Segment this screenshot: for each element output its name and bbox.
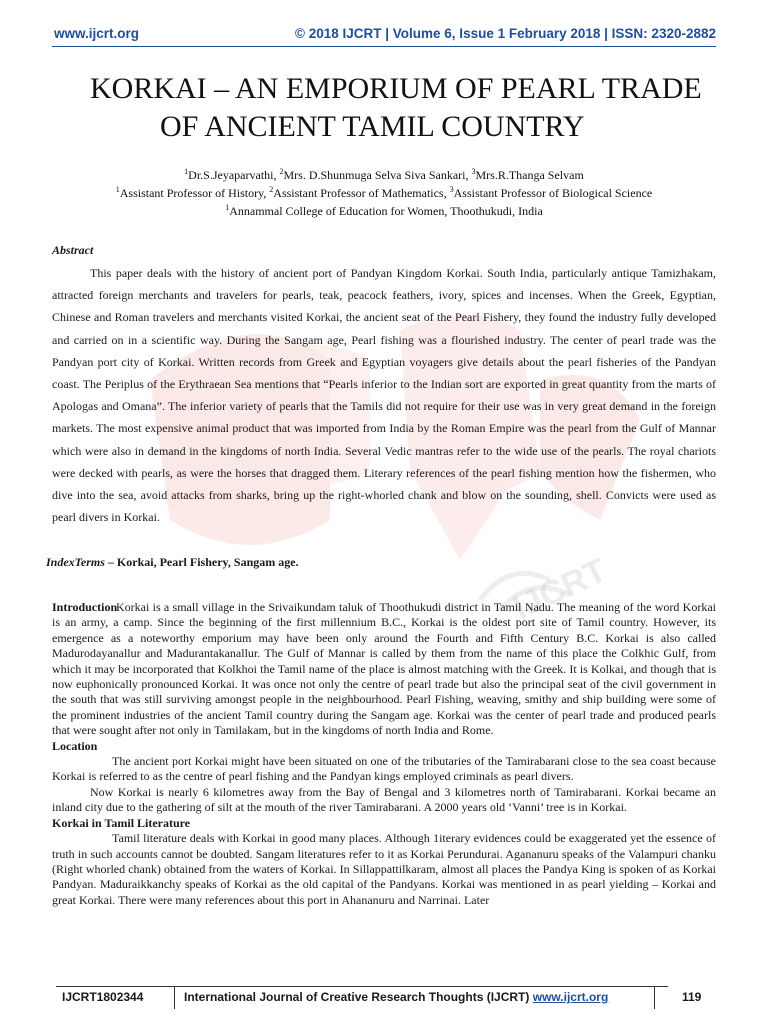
journal-name: International Journal of Creative Research Thoughts (IJCRT)	[184, 990, 533, 1004]
affiliation-marker: 1	[225, 203, 230, 212]
role-2-text: Assistant Professor of Mathematics,	[273, 186, 450, 200]
header-issue-info: © 2018 IJCRT | Volume 6, Issue 1 February 2018 | ISSN: 2320-2882	[295, 26, 716, 41]
role-1-text: Assistant Professor of History,	[119, 186, 270, 200]
footer-divider	[56, 986, 668, 987]
author-3-marker: 3	[471, 167, 476, 176]
footer-journal	[184, 990, 608, 1004]
index-terms-label: IndexTerms	[46, 555, 105, 569]
literature-heading: Korkai in Tamil Literature	[52, 815, 191, 830]
author-block	[60, 166, 708, 220]
author-roles	[60, 184, 708, 202]
header-divider	[52, 46, 716, 47]
footer-separator	[174, 987, 175, 1009]
location-paragraph-2: Now Korkai is nearly 6 kilometres away from the Bay of Bengal and 3 kilometres north of Tamirabarani. Korkai became an inland city due to the gathering of silt at the mouth of the river Tamirabarani. A 2000 years old ‘Vanni’ tree is in Korkai.	[52, 784, 716, 815]
author-affiliation	[60, 202, 708, 220]
author-2-name: Mrs. D.Shunmuga Selva Siva Sankari,	[283, 168, 472, 182]
index-terms-text: – Korkai, Pearl Fishery, Sangam age.	[104, 555, 299, 569]
author-1-name: Dr.S.Jeyaparvathi,	[188, 168, 280, 182]
footer-separator	[654, 987, 655, 1009]
author-3-name: Mrs.R.Thanga Selvam	[475, 168, 584, 182]
introduction-text: Korkai is a small village in the Srivaikundam taluk of Thoothukudi district in Tamil Nadu. The meaning of the word Korkai is an army, a camp. Since the beginning of the first millennium B.C., Korkai is the oldest port site of Tamil country. However, its emergence as a noteworthy emporium may have been only around the Fourth and Fifth Century B.C. Korkai is also called Madurodayanallur and Madurantakanallur. The Gulf of Mannar is called by them from the name of this place the Colkhic Gulf, from which it may be incorporated that Kolkhoi the Tamil name of the place is almost matching with the Greek. It is Kolkai, and though that is now euphonically pronounced Korkai. It was once not only the centre of pearl trade but also the principal seat of the civil government in the south that was still surviving amongst people in the neighbourhood. Pearl Fishing, weaving, smithy and ship building were some of the prominent industries of the ancient Tamil country during the Sangam age. Korkai was the center of pearl trade and produced pearls that were sought after not only in Tamilakam, but in the kingdoms of north India and Rome.	[52, 600, 716, 738]
svg-text:IJCRT: IJCRT	[507, 551, 613, 628]
page-number: 119	[682, 990, 702, 1004]
title-line-2: OF ANCIENT TAMIL COUNTRY	[160, 110, 585, 143]
index-terms	[46, 555, 299, 570]
paper-title	[60, 70, 710, 146]
footer-site-link[interactable]: www.ijcrt.org	[532, 990, 609, 1004]
abstract-text: This paper deals with the history of ancient port of Pandyan Kingdom Korkai. South India, particularly antique Tamizhakam, attracted foreign merchants and travelers for pearls, teak, peacock feathers, ivory, spices and incenses. When the Greek, Egyptian, Chinese and Roman travelers and merchants visited Korkai, the ancient seat of the Pearl Fishery, they found the industry fully developed and carried on in a scientific way. During the Sangam age, Pearl fishing was a flourished industry. The center of pearl trade was the Pandyan port city of Korkai. Written records from Greek and Egyptian voyagers give details about the pearl fisheries of the Pandyan coast. The Periplus of the Erythraean Sea mentions that “Pearls inferior to the Indian sort are exported in great quantity from the marts of Apologas and Omana”. The inferior variety of pearls that the Tamils did not require for their use was in very great demand in the foreign markets. The most expensive animal product that was imported from India by the Roman Empire was the pearl from the Gulf of Mannar which were also in demand in the kingdoms of north India. Several Vedic mantras refer to the wide use of the pearls. The royal chariots were decked with pearls, as were the horses that dragged them. Literary references of the pearl fishing mention how the fishermen, who dive into the sea, avoid attacks from sharks, bring up the right-whorled chank and blow on the sounding, shell. Convicts were used as pearl divers in Korkai.	[52, 266, 716, 525]
role-3-text: Assistant Professor of Biological Science	[453, 186, 653, 200]
title-line-1: KORKAI – AN EMPORIUM OF PEARL TRADE	[90, 72, 702, 105]
paper-id: IJCRT1802344	[62, 990, 144, 1004]
role-3-marker: 3	[449, 185, 454, 194]
location-heading: Location	[52, 738, 98, 753]
location-paragraph-1: The ancient port Korkai might have been situated on one of the tributaries of the Tamirabarani close to the sea coast because Korkai is referred to as the centre of pearl fishing and the Pandyan kings employed criminals as pearl divers.	[52, 754, 716, 784]
abstract-heading: Abstract	[52, 243, 94, 257]
paper-body	[52, 600, 716, 908]
page-header	[52, 26, 716, 46]
author-2-marker: 2	[279, 167, 284, 176]
affiliation-text: Annammal College of Education for Women, Thoothukudi, India	[229, 204, 543, 218]
literature-text: Tamil literature deals with Korkai in good many places. Although 1iterary evidences could be exaggerated yet the essence of truth in such accounts cannot be doubted. Sangam literatures refer to it as Korkai Perundurai. Agananuru speaks of the Valampuri chanku (Right whorled chank) obtained from the waters of Korkai. In Sillappattilkaram, almost all places the Pandya King is spoken of as Korkai Pandyan. Maduraikkanchy speaks of Korkai as the old capital of the Pandyans. Korkai was mentioned in as pearl yielding – Korkai and great Korkai. There were many references about this port in Ahananuru and Narrinai. Later	[52, 831, 716, 907]
introduction-heading: Introduction	[52, 600, 118, 614]
page-footer	[62, 990, 722, 1012]
role-1-marker: 1	[115, 185, 120, 194]
header-site-link[interactable]: www.ijcrt.org	[54, 26, 140, 41]
author-1-marker: 1	[184, 167, 189, 176]
role-2-marker: 2	[269, 185, 274, 194]
author-names	[60, 166, 708, 184]
